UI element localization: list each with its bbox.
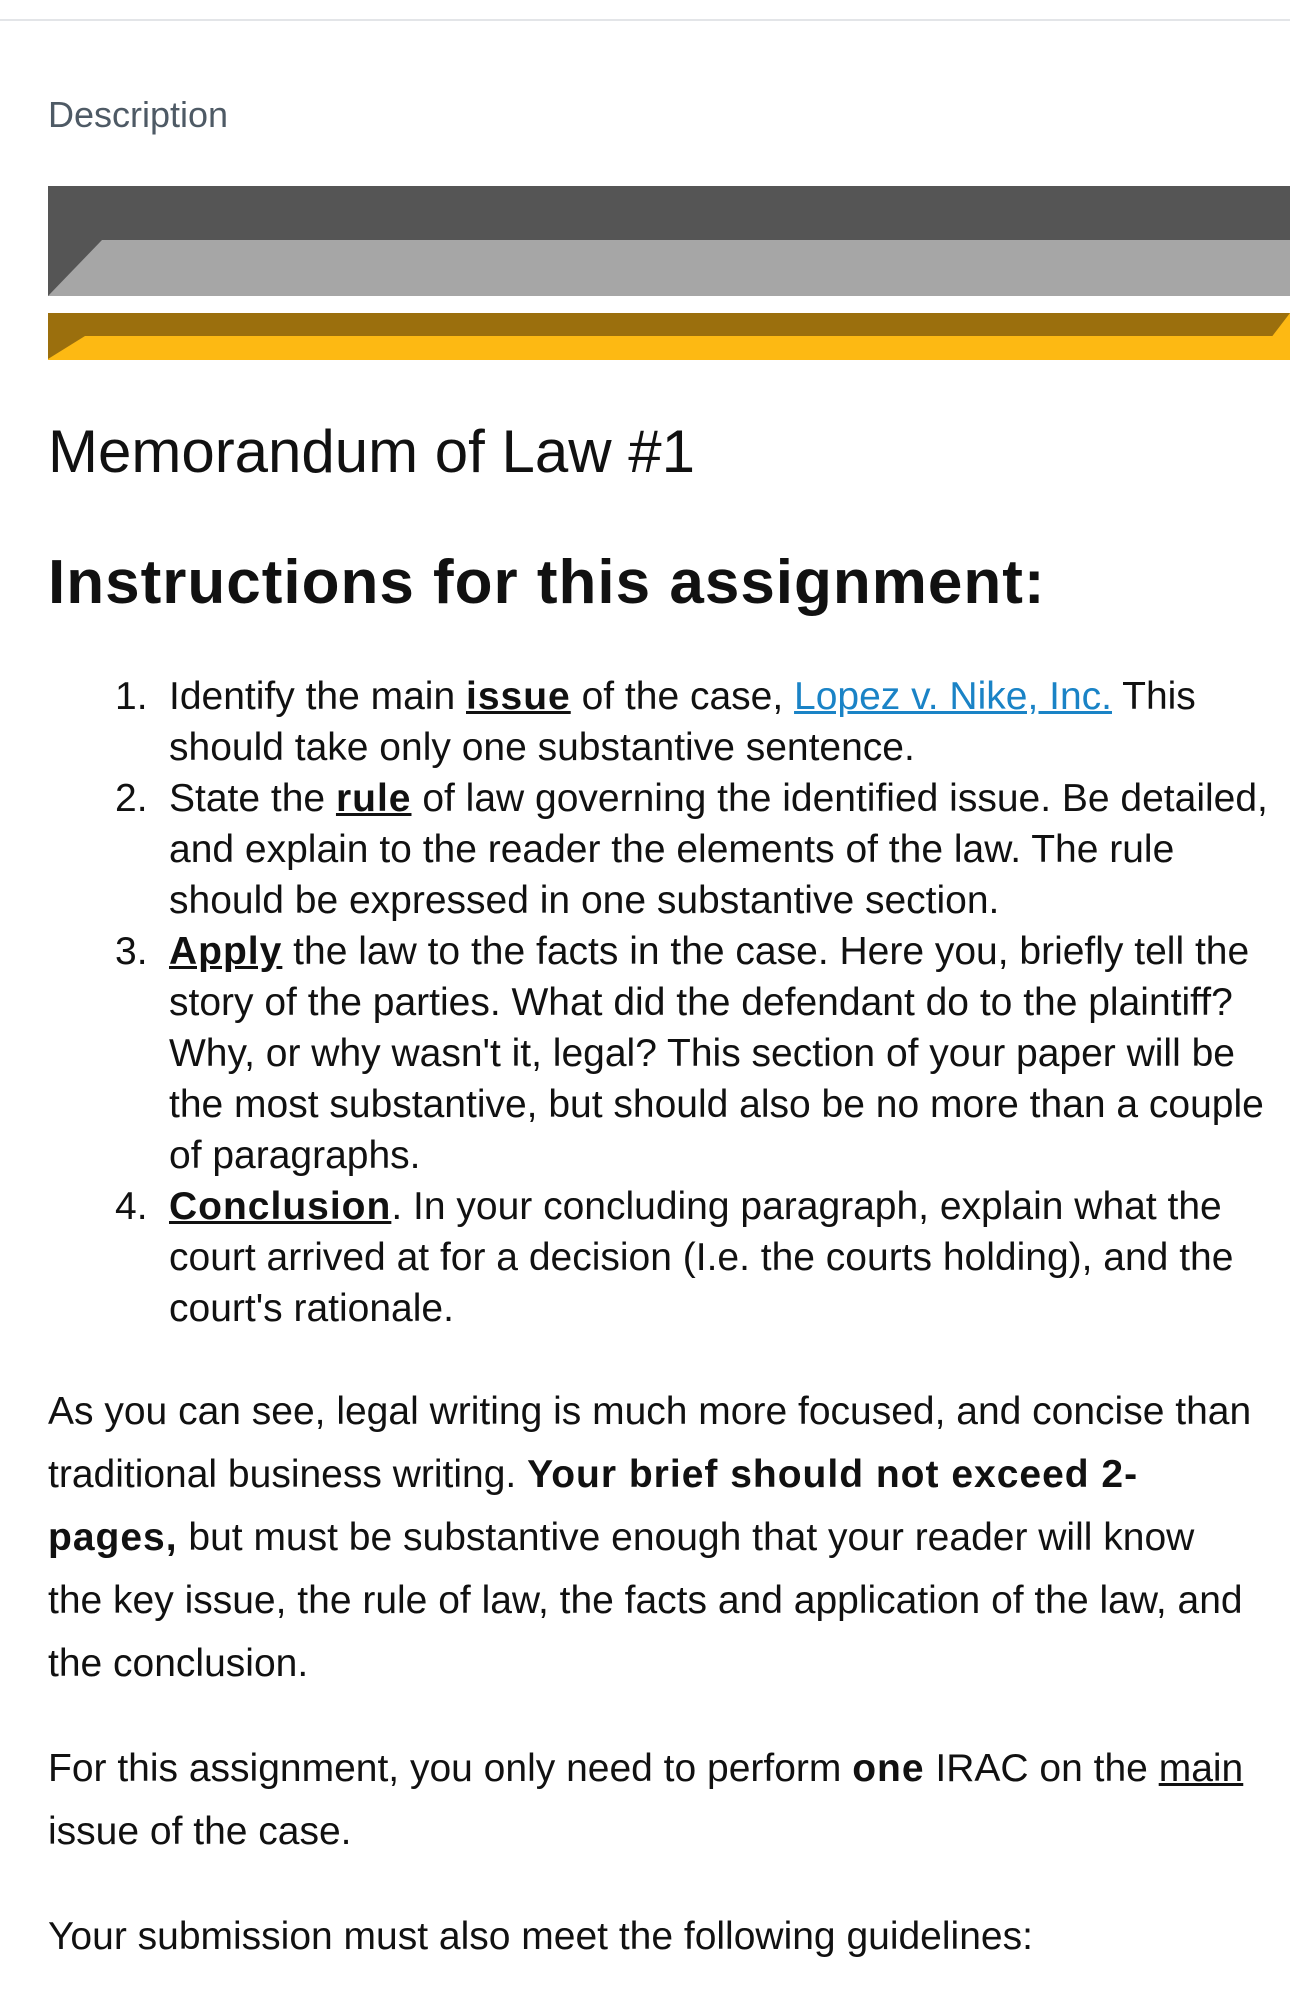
banner-light-band xyxy=(48,240,1290,296)
page-title: Memorandum of Law #1 xyxy=(48,418,695,485)
step-number: 2. xyxy=(115,777,148,820)
top-divider xyxy=(0,19,1290,21)
rule-keyword: rule xyxy=(335,777,412,820)
banner-gold-band xyxy=(48,336,1290,360)
one-irac-paragraph: For this assignment, you only need to perform one IRAC on the main issue of the case. xyxy=(48,1747,1244,1853)
list-item: 2. State the rule of law governing the identified issue. Be detailed, and explain to the reader the elements of the law. The rule should be expressed in one substantive section. xyxy=(48,773,1278,926)
instructions-list xyxy=(48,671,1278,1334)
step-number: 1. xyxy=(115,675,148,718)
conclusion-keyword: Conclusion xyxy=(169,1185,392,1228)
list-item: 3. Apply the law to the facts in the case. Here you, briefly tell the story of the parties. What did the defendant do to the plaintiff? Why, or why wasn't it, legal? This section of your paper will be the most substantive, but should also be no more than a couple of paragraphs. xyxy=(48,926,1278,1181)
list-item: 1. Identify the main issue of the case, Lopez v. Nike, Inc. This should take only one substantive sentence. xyxy=(48,671,1278,773)
issue-keyword: issue xyxy=(466,675,571,718)
instructions-heading: Instructions for this assignment: xyxy=(48,548,1046,617)
case-link[interactable]: Lopez v. Nike, Inc. xyxy=(794,675,1112,718)
step-number: 3. xyxy=(115,930,148,973)
apply-keyword: Apply xyxy=(169,930,283,973)
one-emphasis: one xyxy=(852,1747,925,1790)
main-emphasis: main xyxy=(1158,1747,1244,1790)
legal-writing-paragraph: As you can see, legal writing is much more focused, and concise than traditional business writing. Your brief should not exceed 2-pages, but must be substantive enough that your reader will know the key issue, the rule of law, the facts and application of the law, and the conclusion. xyxy=(48,1390,1252,1685)
page-limit-note: Your brief should not exceed 2-pages, xyxy=(48,1453,1139,1559)
step-number: 4. xyxy=(115,1185,148,1228)
decorative-banner xyxy=(48,186,1290,360)
description-label: Description xyxy=(48,94,229,135)
list-item: 4. Conclusion. In your concluding paragraph, explain what the court arrived at for a decision (I.e. the courts holding), and the court's rationale. xyxy=(48,1181,1278,1334)
guidelines-intro: Your submission must also meet the following guidelines: xyxy=(48,1915,1033,1958)
